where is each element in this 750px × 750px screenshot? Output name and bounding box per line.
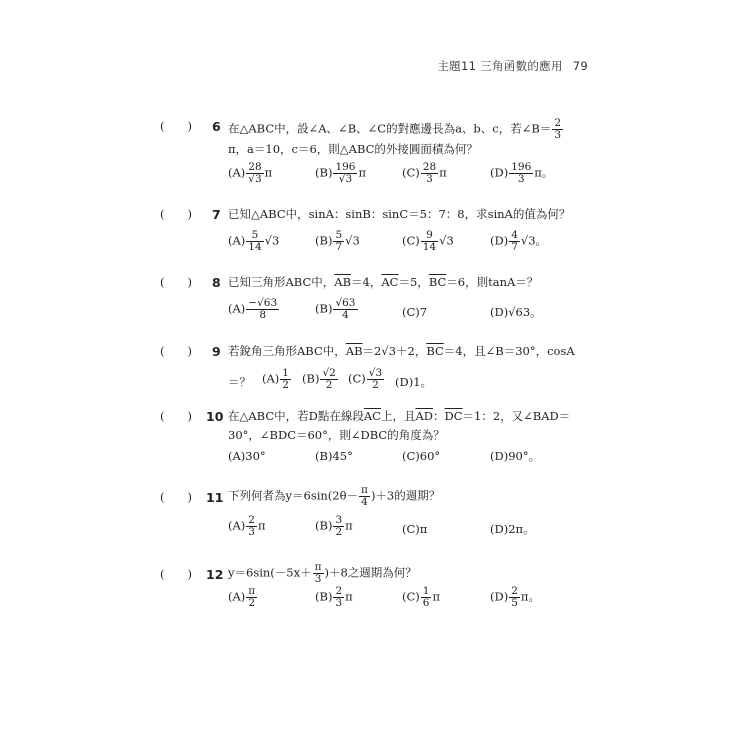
fraction-denominator: 4 [342, 309, 349, 322]
option-suffix: π。 [534, 165, 554, 180]
fraction-denominator: 6 [422, 597, 430, 610]
option-a[interactable] [228, 448, 266, 464]
option-label: (B) [315, 518, 333, 533]
option-value: 45° [332, 449, 353, 463]
segment-ab: $\overline{AB}$ [334, 275, 352, 289]
option-label: (C) [348, 371, 366, 386]
fraction-numerator: √2 [322, 367, 336, 379]
option-a[interactable] [228, 586, 258, 609]
option-b[interactable] [315, 162, 366, 185]
question-stem-part: ＝4， [351, 275, 382, 289]
option-label: (D) [490, 589, 509, 604]
question-number: 6 [212, 119, 221, 134]
fraction-numerator: 2 [335, 585, 343, 597]
option-c[interactable] [402, 304, 427, 320]
option-value: 2π。 [508, 522, 535, 536]
fraction-numerator: 2 [554, 117, 562, 129]
question-text [228, 562, 596, 585]
option-label: (D) [490, 522, 509, 536]
option-c[interactable] [402, 521, 427, 537]
segment-bc: $\overline{BC}$ [426, 344, 444, 358]
question-stem-line2: π，a＝10，c＝6，則△ABC的外接圓面積為何？ [228, 142, 478, 157]
fraction-numerator: 9 [421, 230, 438, 242]
option-d[interactable] [490, 162, 553, 185]
fraction-denominator: 5 [511, 597, 518, 610]
option-value: π [419, 522, 428, 536]
segment-bc: $\overline{BC}$ [428, 275, 447, 289]
option-suffix: π [432, 589, 441, 604]
question-stem: y＝6sin(－5x＋ [228, 565, 312, 580]
option-label: (B) [315, 449, 333, 463]
segment-dc: $\overline{DC}$ [444, 409, 463, 423]
fraction-numerator: π [314, 561, 322, 573]
option-label: (A) [228, 589, 246, 604]
question-stem-part: 上，且 [380, 409, 416, 423]
option-a[interactable] [228, 515, 266, 538]
fraction-numerator: 2 [248, 514, 255, 526]
option-label: (D) [395, 375, 414, 389]
fraction-denominator: 7 [511, 241, 518, 254]
option-suffix: π [439, 165, 447, 180]
option-value: 7 [419, 305, 428, 319]
question-number: 11 [206, 490, 224, 505]
option-label: (A) [228, 449, 246, 463]
question-text [228, 274, 596, 290]
question-text [228, 206, 596, 222]
option-suffix: √3 [439, 233, 454, 248]
option-label: (C) [402, 589, 420, 604]
option-c[interactable] [402, 162, 447, 185]
option-label: (D) [490, 305, 509, 319]
option-label: (B) [315, 301, 333, 316]
option-c[interactable] [402, 448, 440, 464]
option-a[interactable] [228, 298, 280, 321]
question-stem-part: ＝2√3＋2， [362, 344, 427, 358]
fraction-numerator: √3 [368, 367, 383, 379]
question-text [228, 343, 596, 359]
question-stem-part: ＝6，則tanA＝？ [446, 275, 539, 289]
answer-blank[interactable]: ( ) [160, 409, 192, 423]
fraction-denominator: 2 [335, 526, 343, 539]
fraction-numerator: π [248, 585, 256, 597]
segment-ab: $\overline{AB}$ [345, 344, 363, 358]
option-label: (A) [228, 165, 246, 180]
fraction-denominator: 7 [335, 241, 343, 254]
option-d[interactable] [395, 374, 432, 390]
fraction-denominator: 4 [361, 496, 368, 509]
question-stem-part: ： [432, 409, 445, 423]
fraction-denominator: 3 [314, 573, 322, 586]
fraction-numerator: 28 [248, 161, 262, 173]
question-number: 7 [212, 207, 221, 222]
option-b[interactable] [315, 230, 360, 253]
option-b[interactable] [315, 515, 353, 538]
option-value: √63。 [508, 305, 542, 319]
question-stem-part: )＋3的週期？ [370, 488, 441, 503]
fraction-denominator: 8 [259, 309, 267, 322]
option-label: (A) [228, 301, 246, 316]
fraction-denominator: 3 [335, 597, 343, 610]
option-label: (A) [262, 371, 280, 386]
option-suffix: √3。 [520, 233, 548, 248]
option-c[interactable] [402, 586, 440, 609]
option-suffix: π [264, 165, 273, 180]
fraction-numerator: 5 [335, 229, 343, 241]
question-stem-part: ＝1：2，又∠BAD＝ [462, 409, 571, 423]
question-number: 10 [206, 409, 224, 424]
option-label: (C) [402, 233, 420, 248]
fraction-denominator: √3 [338, 173, 353, 186]
option-d[interactable] [490, 586, 540, 609]
option-b[interactable] [315, 298, 359, 321]
segment-ac: $\overline{AC}$ [381, 275, 399, 289]
option-d[interactable] [490, 448, 540, 464]
chapter-title: 主題11 三角函數的應用 [437, 59, 563, 73]
fraction-numerator: 28 [422, 161, 437, 173]
answer-blank[interactable]: ( ) [160, 275, 192, 289]
option-c[interactable] [402, 230, 454, 253]
option-b[interactable] [315, 586, 353, 609]
option-d[interactable] [490, 230, 547, 253]
option-a[interactable] [228, 230, 279, 253]
question-stem-part: )＋8之週期為何？ [324, 565, 417, 580]
question-number: 9 [212, 344, 221, 359]
answer-blank[interactable]: ( ) [160, 119, 192, 133]
answer-blank[interactable]: ( ) [160, 567, 192, 581]
option-suffix: √3 [345, 233, 360, 248]
option-label: (B) [315, 233, 333, 248]
option-c[interactable] [348, 368, 385, 391]
question-stem: 在△ABC中，設∠A、∠B、∠C的對應邊長為a、b、c，若∠B＝ [228, 121, 552, 136]
option-suffix: π [345, 589, 353, 604]
fraction-denominator: 2 [372, 379, 379, 392]
segment-ac: $\overline{AC}$ [363, 409, 381, 423]
question-text [228, 118, 596, 157]
fraction-numerator: 3 [335, 514, 343, 526]
fraction-denominator: 2 [248, 597, 256, 610]
fraction [552, 118, 563, 141]
fraction-numerator: 196 [335, 161, 356, 173]
fraction-numerator: 1 [422, 585, 430, 597]
question-text [228, 485, 596, 508]
fraction-denominator: √3 [248, 173, 262, 186]
option-label: (C) [402, 305, 420, 319]
fraction-numerator: √63 [335, 297, 356, 309]
option-value: 1。 [413, 375, 433, 389]
fraction-numerator: 2 [511, 585, 518, 597]
option-suffix: √3 [264, 233, 280, 248]
option-label: (B) [302, 371, 320, 386]
answer-blank[interactable]: ( ) [160, 490, 192, 504]
page-header [437, 58, 588, 74]
question-number: 8 [212, 275, 221, 290]
option-label: (C) [402, 165, 420, 180]
question-text [228, 408, 596, 443]
option-label: (D) [490, 165, 509, 180]
fraction-denominator: 14 [422, 241, 437, 254]
page-number: 79 [572, 59, 588, 73]
option-a[interactable] [262, 368, 292, 391]
option-label: (C) [402, 522, 420, 536]
option-value: 90°。 [508, 449, 541, 463]
fraction-numerator: 5 [246, 230, 263, 242]
fraction-numerator: −√63 [248, 297, 278, 309]
option-label: (C) [402, 449, 420, 463]
fraction-denominator: 3 [554, 129, 562, 142]
option-value: 60° [419, 449, 441, 463]
option-suffix: π [345, 518, 353, 533]
option-suffix: π。 [520, 589, 540, 604]
fraction-denominator: 3 [517, 173, 525, 186]
answer-blank[interactable]: ( ) [160, 344, 192, 358]
fraction-denominator: 2 [325, 379, 333, 392]
option-suffix: π [257, 518, 266, 533]
question-stem-line2: ＝？ [228, 375, 251, 389]
option-b[interactable] [315, 448, 353, 464]
option-label: (D) [490, 233, 509, 248]
fraction-denominator: 2 [282, 379, 289, 392]
fraction-denominator: 14 [248, 241, 262, 254]
answer-blank[interactable]: ( ) [160, 207, 192, 221]
question-stem-line2: 30°，∠BDC＝60°，則∠DBC的角度為？ [228, 428, 445, 443]
option-d[interactable] [490, 304, 542, 320]
question-number: 12 [206, 567, 224, 582]
fraction-numerator: 196 [511, 161, 532, 173]
option-b[interactable] [302, 368, 339, 391]
option-value: 30° [245, 449, 266, 463]
question-stem: 下列何者為y＝6sin(2θ－ [228, 488, 359, 503]
fraction-numerator: 1 [282, 367, 289, 379]
fraction-numerator: π [361, 484, 368, 496]
option-label: (D) [490, 449, 509, 463]
fraction-numerator: 4 [511, 229, 518, 241]
option-label: (A) [228, 518, 246, 533]
question-stem: 在△ABC中，若D點在線段 [228, 409, 364, 423]
fraction-denominator: 3 [248, 526, 255, 539]
option-suffix: π [358, 165, 367, 180]
question-stem: 已知三角形ABC中， [228, 275, 335, 289]
question-stem: 若銳角三角形ABC中， [228, 344, 346, 358]
option-label: (B) [315, 589, 333, 604]
question-stem: 已知△ABC中，sinA：sinB：sinC＝5：7：8，求sinA的值為何？ [228, 207, 571, 221]
option-d[interactable] [490, 521, 535, 537]
question-stem-part: ＝5， [398, 275, 429, 289]
segment-ad: $\overline{AD}$ [415, 409, 433, 423]
option-label: (B) [315, 165, 333, 180]
option-label: (A) [228, 233, 246, 248]
fraction-denominator: 3 [426, 173, 433, 186]
question-stem-part: ＝4，且∠B＝30°，cosA [443, 344, 575, 358]
option-a[interactable] [228, 162, 272, 185]
